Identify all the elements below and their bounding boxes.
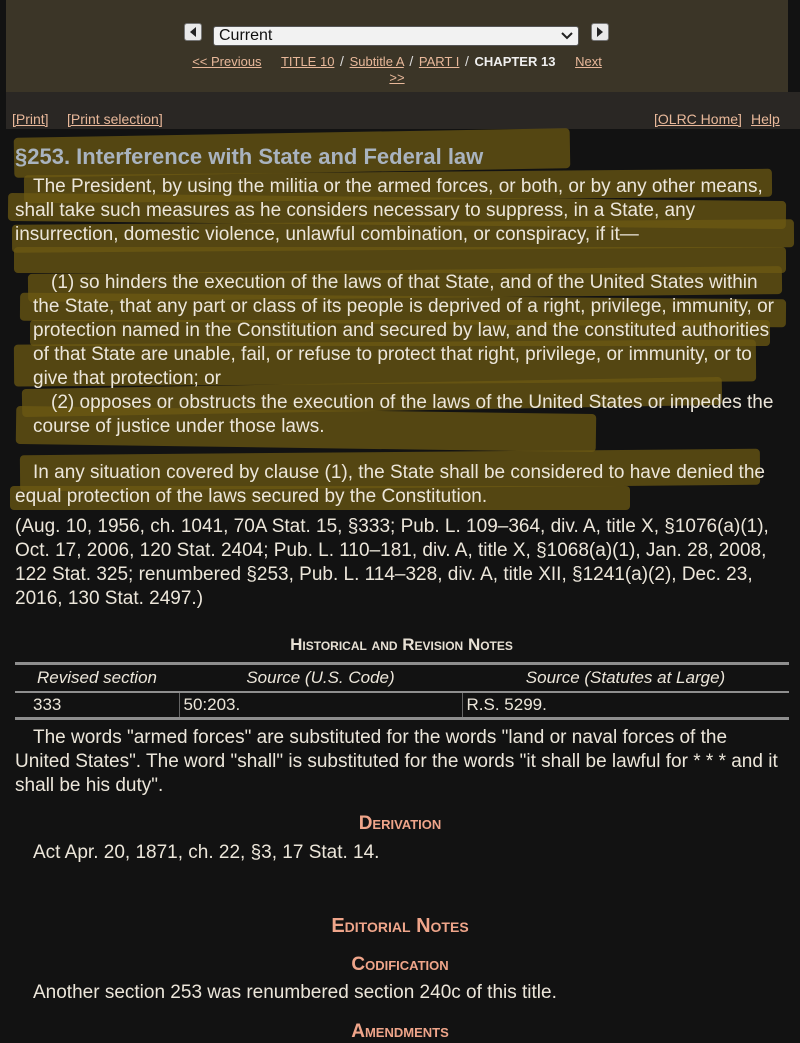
next-link[interactable]: Next: [575, 54, 602, 69]
triangle-right-icon: [596, 27, 604, 37]
column-header: Revised section: [15, 664, 179, 693]
breadcrumb-chapter: CHAPTER 13: [474, 54, 556, 69]
derivation-heading: Derivation: [358, 813, 442, 834]
derivation-text: Act Apr. 20, 1871, ch. 22, §3, 17 Stat. 14.: [33, 842, 380, 863]
table-cell: 333: [15, 692, 179, 719]
breadcrumb-part-link[interactable]: PART I: [418, 54, 460, 69]
table-cell: R.S. 5299.: [462, 692, 789, 719]
table-header-row: [15, 664, 789, 693]
print-bar: [6, 92, 800, 129]
source-citation: (Aug. 10, 1956, ch. 1041, 70A Stat. 15, §333; Pub. L. 109–364, div. A, title X, §1076(a)(1), Oct. 17, 2006, 120 Stat. 2404; Pub. L. 110–181, div. A, title X, §1068(a)(1), Jan. 28, 2008, 122 Stat. 325; renumbered §253, Pub. L. 114–328, div. A, title XII, §1241(a)(2), Dec. 23, 2016, 130 Stat. 2497.): [15, 516, 769, 609]
section-intro-text: The President, by using the militia or the armed forces, or both, or by any other means, shall take such measures as he considers necessary to suppress, in a State, any insurrection, domestic violence, unlawful combination, or conspiracy, if it—: [15, 176, 763, 245]
previous-version-button[interactable]: [184, 23, 202, 41]
next-arrows-link[interactable]: >>: [389, 70, 405, 85]
olrc-home-link[interactable]: [OLRC Home]: [654, 111, 742, 127]
help-link[interactable]: Help: [751, 111, 780, 127]
table-row: [15, 692, 789, 719]
triangle-left-icon: [189, 27, 197, 37]
clause-1: [33, 271, 778, 391]
clause-2: [33, 391, 778, 439]
codification-heading: Codification: [351, 954, 449, 975]
revision-explanation-text: The words "armed forces" are substituted for the words "land or naval forces of the United States". The word "shall" is substituted for the words "it shall be lawful for * * * and it shall be his duty".: [15, 727, 778, 796]
top-navigation: [6, 0, 788, 92]
breadcrumb-subtitle-link[interactable]: Subtitle A: [349, 54, 404, 69]
breadcrumb-separator: /: [409, 53, 414, 69]
section-intro: [15, 175, 773, 247]
section-title: §253. Interference with State and Federal law: [15, 144, 484, 169]
revision-table: [15, 662, 789, 720]
amendments-heading: Amendments: [351, 1021, 449, 1042]
previous-link[interactable]: << Previous: [192, 54, 262, 69]
version-select-value: Current: [219, 27, 273, 44]
version-select[interactable]: [213, 26, 579, 46]
editorial-notes-heading: Editorial Notes: [331, 915, 469, 937]
clause-1-text: (1) so hinders the execution of the laws of that State, and of the United States within the State, that any part or class of its people is deprived of a right, privilege, immunity, or protection named in the Constitution and secured by law, and the constituted authorities of that State are unable, fail, or refuse to protect that right, privilege, or immunity, or to give that protection; or: [33, 272, 775, 389]
breadcrumb-separator: /: [465, 53, 469, 69]
historical-notes-heading: Historical and Revision Notes: [290, 635, 513, 654]
breadcrumb-separator: /: [340, 53, 344, 69]
print-link[interactable]: [Print]: [12, 111, 49, 127]
print-selection-link[interactable]: [Print selection]: [67, 111, 163, 127]
column-header: Source (Statutes at Large): [462, 664, 789, 693]
clause-2-text: (2) opposes or obstructs the execution of the laws of the United States or impedes the course of justice under those laws.: [33, 392, 774, 437]
closing-paragraph: [15, 461, 773, 509]
codification-text: Another section 253 was renumbered section 240c of this title.: [33, 982, 557, 1003]
chevron-down-icon: [561, 31, 573, 41]
closing-paragraph-text: In any situation covered by clause (1), the State shall be considered to have denied the equal protection of the laws secured by the Constitution.: [15, 462, 765, 507]
revision-explanation: [15, 726, 785, 798]
breadcrumb: [6, 53, 788, 86]
table-cell: 50:203.: [179, 692, 462, 719]
breadcrumb-title-link[interactable]: TITLE 10: [280, 54, 335, 69]
next-version-button[interactable]: [591, 23, 609, 41]
column-header: Source (U.S. Code): [179, 664, 462, 693]
